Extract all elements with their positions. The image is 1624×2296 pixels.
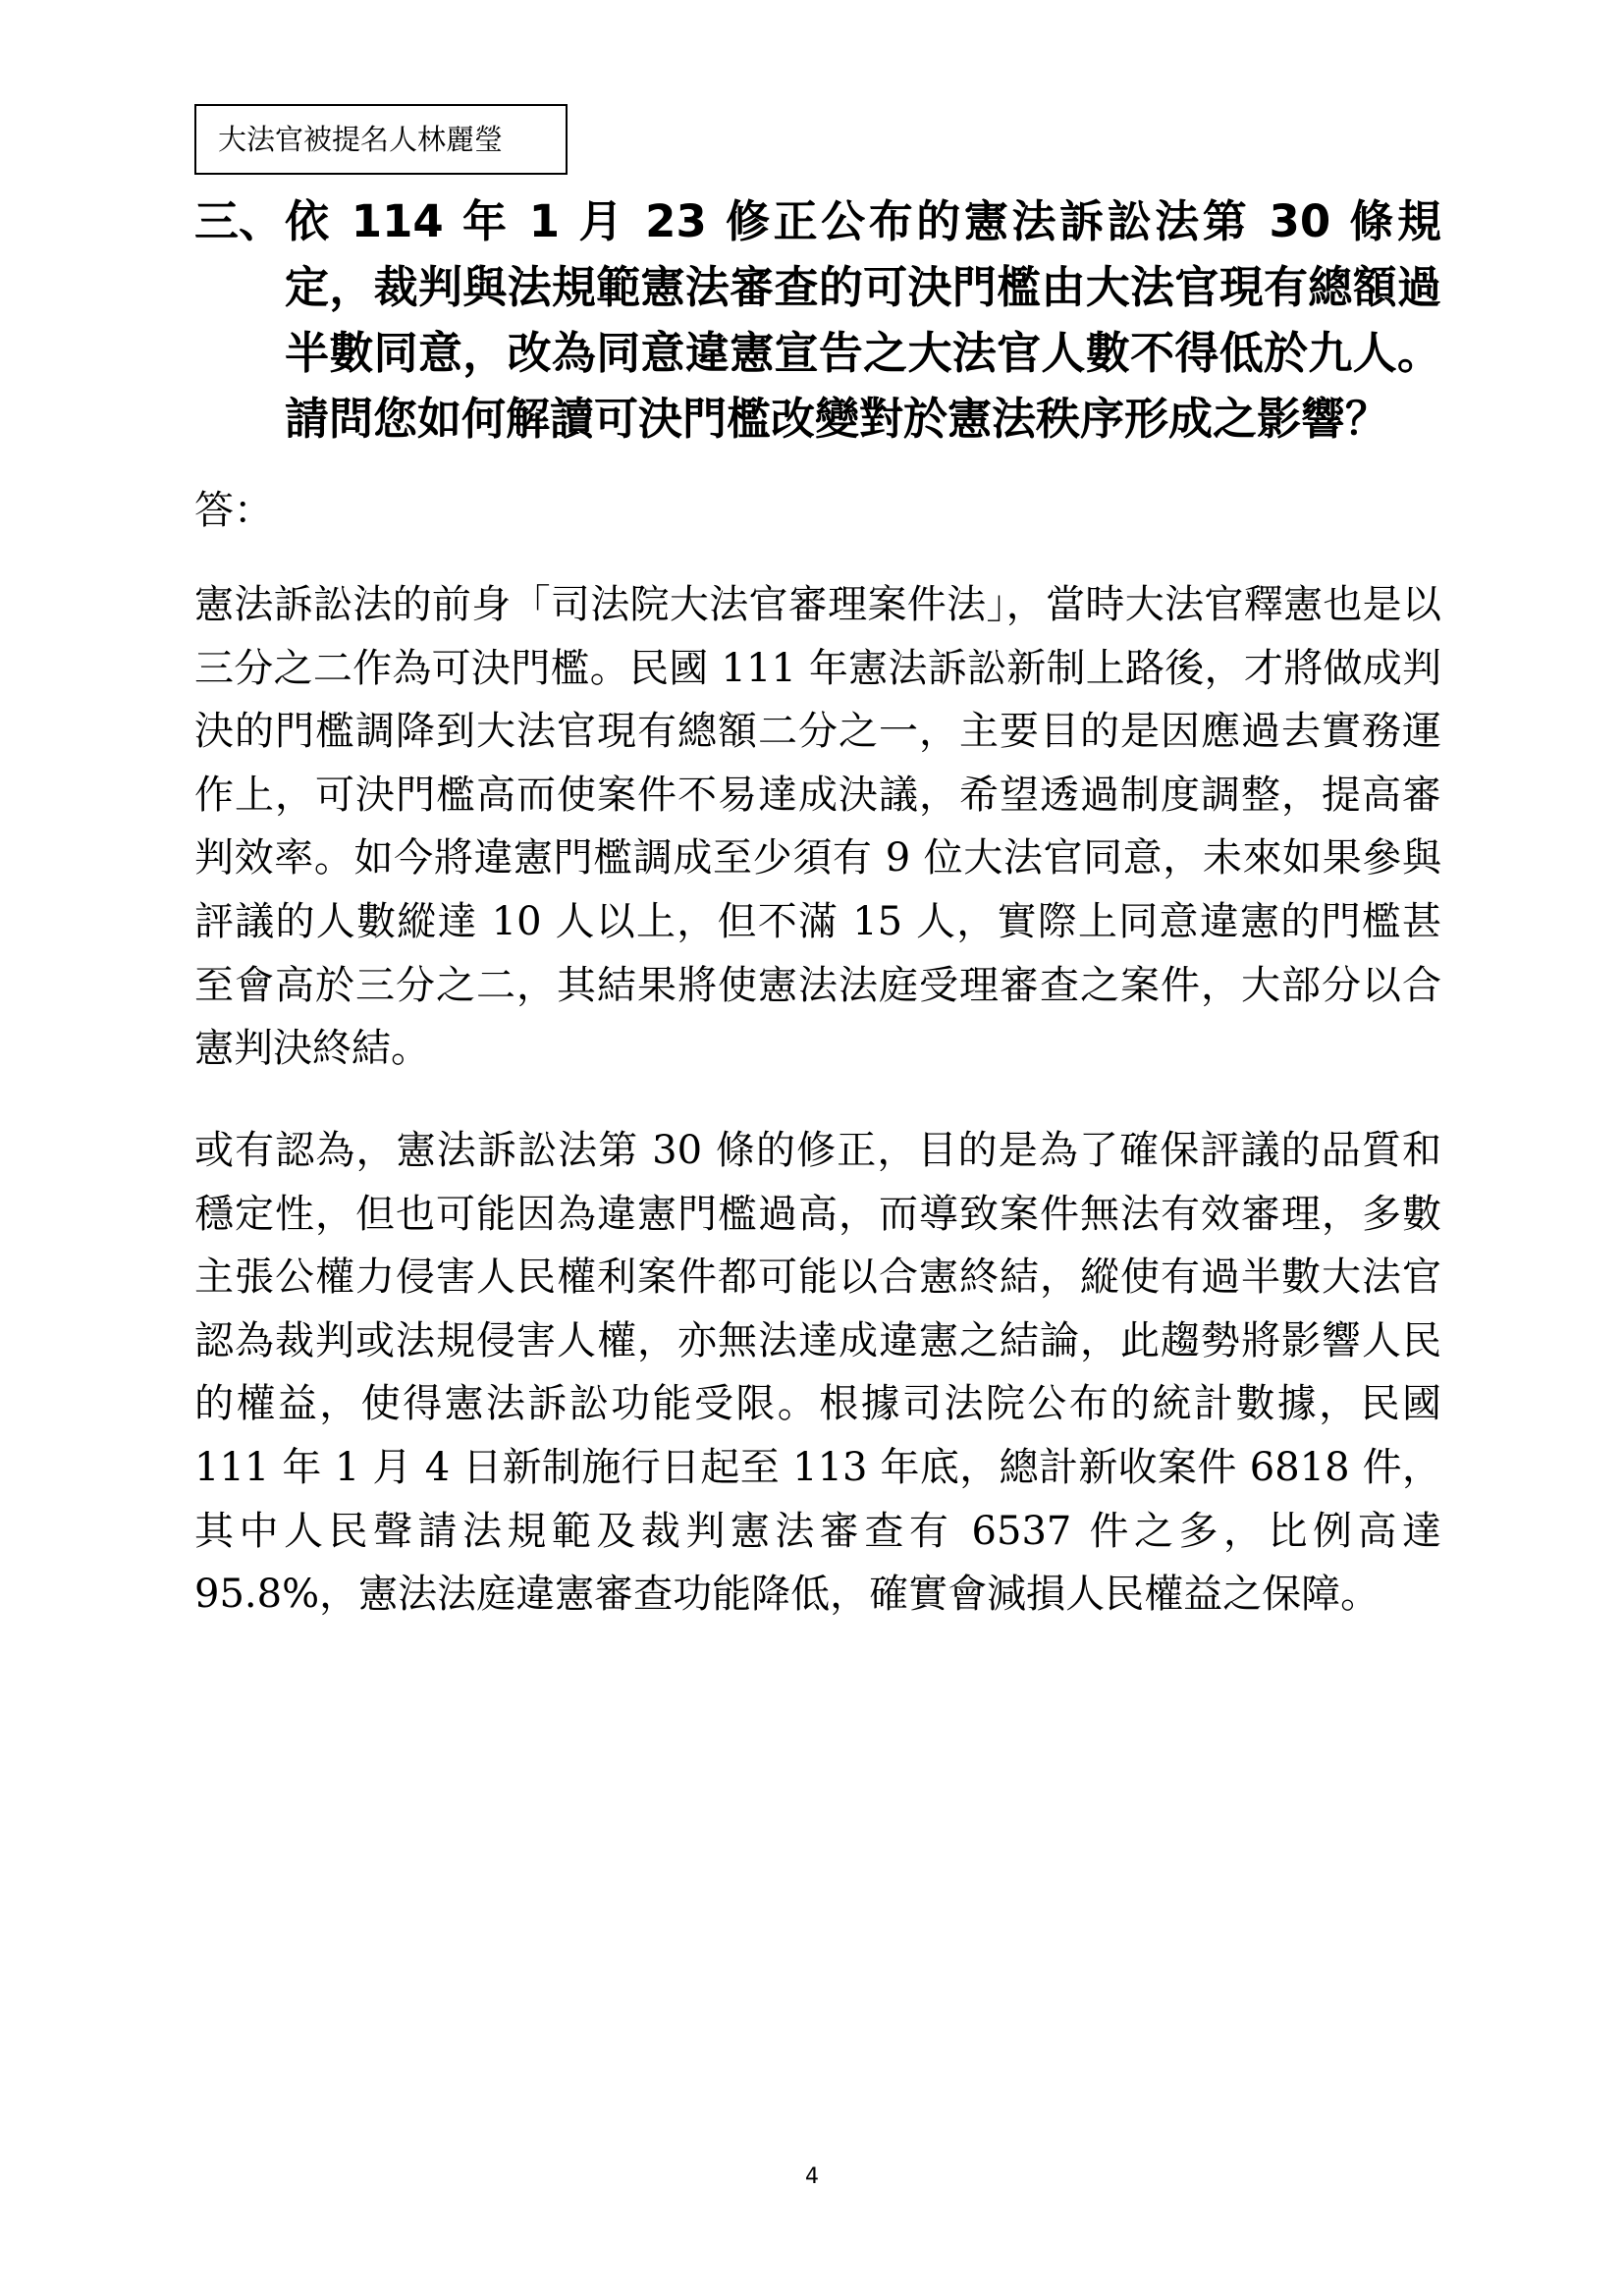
question-number: 三、 xyxy=(194,195,284,247)
answer-label: 答： xyxy=(194,488,273,533)
page-number: 4 xyxy=(805,2164,819,2189)
answer-paragraph-2: 或有認為，憲法訴訟法第 30 條的修正，目的是為了確保評議的品質和穩定性，但也可能因為違憲門檻過高，而導致案件無法有效審理，多數主張公權力侵害人民權利案件都可能以合憲終結，縱使有過半數大法官認為裁判或法規侵害人權，亦無法達成違憲之結論，此趨勢將影響人民的權益，使得憲法訴訟功能受限。根據司法院公布的統計數據，民國 111 年 1 月 4 日新制施行日起至 113 年底，總計新收案件 6818 件，其中人民聲請法規範及裁判憲法審查有 6537 件之多，比例高達 95.8%，憲法法庭違憲審查功能降低，確實會減損人民權益之保障。 xyxy=(194,1128,1441,1618)
question-heading xyxy=(194,188,1441,452)
nominee-label: 大法官被提名人林麗瑩 xyxy=(218,123,504,156)
nominee-header-box xyxy=(194,104,568,175)
answer-paragraph-1: 憲法訴訟法的前身「司法院大法官審理案件法」，當時大法官釋憲也是以三分之二作為可決門檻。民國 111 年憲法訴訟新制上路後，才將做成判決的門檻調降到大法官現有總額二分之一，主要目的是因應過去實務運作上，可決門檻高而使案件不易達成決議，希望透過制度調整，提高審判效率。如今將違憲門檻調成至少須有 9 位大法官同意，未來如果參與評議的人數縱達 10 人以上，但不滿 15 人，實際上同意違憲的門檻甚至會高於三分之二，其結果將使憲法法庭受理審查之案件，大部分以合憲判決終結。 xyxy=(194,582,1441,1072)
question-text: 依 114 年 1 月 23 修正公布的憲法訴訟法第 30 條規定，裁判與法規範憲法審查的可決門檻由大法官現有總額過半數同意，改為同意違憲宣告之大法官人數不得低於九人。請問您如何解讀可決門檻改變對於憲法秩序形成之影響？ xyxy=(285,195,1441,445)
